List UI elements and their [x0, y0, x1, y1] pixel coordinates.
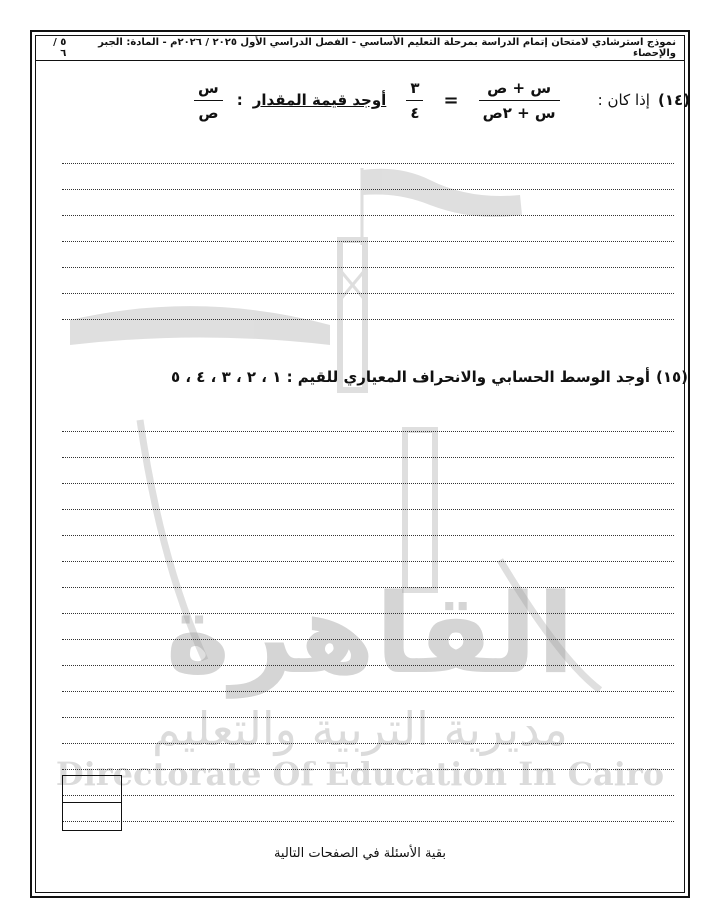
answer-line[interactable] [62, 138, 674, 164]
header-divider [36, 60, 684, 61]
question-15-number: (١٥) [655, 368, 688, 386]
fraction-numerator: س + ص [487, 78, 552, 97]
answer-line[interactable] [62, 294, 674, 320]
answer-line[interactable] [62, 164, 674, 190]
question-14-number: (١٤) [657, 91, 690, 109]
answer-line[interactable] [62, 744, 674, 770]
answer-area-15 [62, 406, 674, 822]
question-15 [110, 364, 688, 390]
answer-line[interactable] [62, 614, 674, 640]
grade-box-divider [63, 802, 121, 803]
equals-sign: = [443, 89, 459, 111]
fraction-given-left [479, 76, 560, 125]
answer-line[interactable] [62, 190, 674, 216]
answer-line[interactable] [62, 692, 674, 718]
answer-line[interactable] [62, 242, 674, 268]
answer-area-14 [62, 138, 674, 320]
answer-line[interactable] [62, 510, 674, 536]
footer-note: بقية الأسئلة في الصفحات التالية [273, 846, 447, 861]
page-header [36, 37, 684, 59]
header-title: نموذج استرشادي لامتحان إتمام الدراسة بمرحلة التعليم الأساسي - الفصل الدراسي الأول ٢٠٢٥ / ٢٠٢٦م - المادة: الجبر والإحصاء [98, 37, 676, 59]
watermark-arabic-title: القاهرة [165, 570, 575, 698]
answer-line[interactable] [62, 216, 674, 242]
page-number: ٥ / ٦ [53, 37, 67, 59]
answer-line[interactable] [62, 536, 674, 562]
fraction-given-right [406, 76, 423, 125]
answer-line[interactable] [62, 718, 674, 744]
answer-line[interactable] [62, 406, 674, 432]
answer-line[interactable] [62, 640, 674, 666]
answer-line[interactable] [62, 796, 674, 822]
answer-line[interactable] [62, 666, 674, 692]
answer-line[interactable] [62, 268, 674, 294]
fraction-denominator: س + ٢ص [482, 103, 556, 122]
fraction-target [194, 76, 223, 125]
answer-line[interactable] [62, 458, 674, 484]
fraction-numerator: ٣ [410, 78, 420, 97]
question-15-text: أوجد الوسط الحسابي والانحراف المعياري للقيم : ١ ، ٢ ، ٣ ، ٤ ، ٥ [170, 368, 650, 386]
watermark-english: Directorate Of Education In Cairo [55, 755, 665, 793]
instruction-colon: : [236, 91, 243, 109]
question-14-instruction: أوجد قيمة المقدار [252, 91, 387, 109]
watermark-arabic-subtitle: مديرية التربية والتعليم [152, 702, 568, 756]
answer-line[interactable] [62, 588, 674, 614]
question-14-label: إذا كان : [597, 91, 650, 109]
fraction-denominator: ص [198, 103, 219, 122]
answer-line[interactable] [62, 562, 674, 588]
fraction-numerator: س [198, 78, 219, 97]
answer-line[interactable] [62, 432, 674, 458]
grade-box[interactable] [62, 775, 122, 831]
fraction-denominator: ٤ [410, 103, 420, 122]
answer-line[interactable] [62, 484, 674, 510]
answer-line[interactable] [62, 770, 674, 796]
question-14 [160, 70, 690, 130]
